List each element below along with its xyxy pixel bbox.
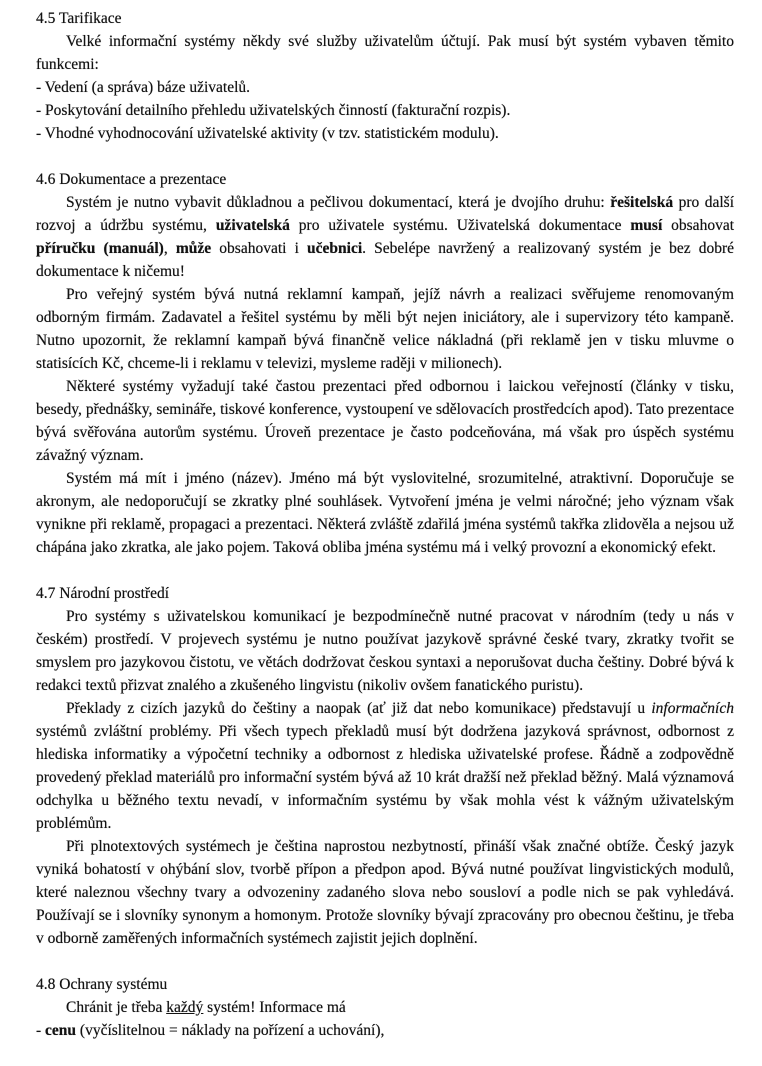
- section-heading-4-6: 4.6 Dokumentace a prezentace: [36, 171, 227, 188]
- text-run: Některé systémy vyžadují také častou prezentaci před odbornou i laickou veřejností (články v tisku, besedy, přednášky, semináře, tiskové konference, vystoupení ve sdělovacích prostředcích apod). Tato prezentace bývá svěřována autorům systému. Úroveň prezentace je často podceňována, má však pro úspěch systému závažný význam.: [36, 378, 734, 464]
- text-run: řešitelská: [610, 194, 674, 211]
- paragraph: [36, 375, 734, 467]
- text-run: Překlady z cizích jazyků do češtiny a naopak (ať již dat nebo komunikace) představují u: [66, 700, 652, 717]
- text-run: musí: [630, 217, 663, 234]
- text-run: Pro systémy s uživatelskou komunikací je bezpodmínečně nutné pracovat v národním (tedy u nás v českém) prostředí. V projevech systému je nutno používat jazykově správné české tvary, zkratky tvořit se smyslem pro jazykovou čistotu, ve větách dodržovat českou syntaxi a neporušovat ducha češtiny. Dobré bývá k redakci textů přizvat znalého a zkušeného lingvistu (nikoliv ovšem fanatického puristu).: [36, 608, 734, 694]
- text-run: Velké informační systémy někdy své služby uživatelům účtují. Pak musí být systém vybaven těmito funkcemi:: [36, 33, 734, 73]
- section-heading-4-7: 4.7 Národní prostředí: [36, 585, 170, 602]
- section-dokumentace-a-prezentace: [36, 168, 734, 559]
- text-run: ,: [163, 240, 176, 257]
- text-run: - Vhodné vyhodnocování uživatelské aktivity (v tzv. statistickém modulu).: [36, 125, 499, 142]
- text-run: Pro veřejný systém bývá nutná reklamní kampaň, jejíž návrh a realizaci svěřujeme renomovaným odborným firmám. Zadavatel a řešitel systému by měli být nejen iniciátory, ale i supervizory této kampaně. Nutno upozornit, že reklamní kampaň bývá finančně velice nákladná (při reklamě jen v tisku mluvme o statisících Kč, chceme-li i reklamu v televizi, mysleme raději v milionech).: [36, 286, 734, 372]
- paragraph: [36, 30, 734, 76]
- text-run: -: [36, 1022, 46, 1039]
- paragraph: [36, 996, 734, 1019]
- text-run: každý: [166, 999, 204, 1016]
- paragraph: [36, 605, 734, 697]
- list-item: [36, 99, 734, 122]
- paragraph: [36, 835, 734, 950]
- text-run: (vyčíslitelnou = náklady na pořízení a uchování),: [76, 1022, 385, 1039]
- text-run: Systém je nutno vybavit důkladnou a pečlivou dokumentací, která je dvojího druhu:: [66, 194, 611, 211]
- text-run: Chránit je třeba: [66, 999, 167, 1016]
- list-item: [36, 76, 734, 99]
- paragraph: [36, 697, 734, 835]
- text-run: uživatelská: [215, 217, 290, 234]
- text-run: systémů zvláštní problémy. Při všech typech překladů musí být dodržena jazyková správnost, odbornost z hlediska informatiky a výpočetní techniky a odbornost z hlediska uživatelské profese. Řádně a zodpovědně provedený překlad materiálů pro informační systém bývá až 10 krát dražší než překlad běžný. Malá významová odchylka u běžného textu nevadí, v informačním systému by však mohla vést k vážným uživatelským problémům.: [36, 723, 734, 832]
- paragraph: [36, 467, 734, 559]
- text-run: pro uživatele systému. Uživatelská dokumentace: [289, 217, 631, 234]
- text-run: obsahovati i: [211, 240, 308, 257]
- section-heading-4-5: 4.5 Tarifikace: [36, 10, 122, 27]
- paragraph: [36, 283, 734, 375]
- section-ochrany-systemu: [36, 973, 734, 1042]
- text-run: může: [175, 240, 212, 257]
- text-run: informačních: [651, 700, 734, 717]
- section-tarifikace: [36, 7, 734, 145]
- paragraph: [36, 191, 734, 283]
- text-run: učebnici: [307, 240, 363, 257]
- text-run: příručku (manuál): [36, 240, 164, 257]
- text-run: - Vedení (a správa) báze uživatelů.: [36, 79, 251, 96]
- text-run: - Poskytování detailního přehledu uživatelských činností (fakturační rozpis).: [36, 102, 511, 119]
- list-item: [36, 1019, 734, 1042]
- section-narodni-prostredi: [36, 582, 734, 950]
- text-run: obsahovat: [662, 217, 734, 234]
- text-run: Při plnotextových systémech je čeština naprostou nezbytností, přináší však značné obtíže. Český jazyk vyniká bohatostí v ohýbání slov, tvorbě přípon a předpon apod. Bývá nutné používat lingvistických modulů, které naleznou všechny tvary a odvozeniny zadaného slova nebo sousloví a podle nich se pak vyhledává. Používají se i slovníky synonym a homonym. Protože slovníky bývají zpracovány pro obecnou češtinu, je třeba v odborně zaměřených informačních systémech zajistit jejich doplnění.: [36, 838, 734, 947]
- text-run: systém! Informace má: [203, 999, 346, 1016]
- text-run: . Sebelépe navržený a realizovaný systém je bez dobré dokumentace k ničemu!: [36, 240, 735, 280]
- section-heading-4-8: 4.8 Ochrany systému: [36, 976, 168, 993]
- text-run: Systém má mít i jméno (název). Jméno má být vyslovitelné, srozumitelné, atraktivní. Doporučuje se akronym, ale nedoporučují se zkratky plné souhlásek. Vytvoření jména je velmi náročné; jeho význam však vynikne při reklamě, propagaci a prezentaci. Některá zvláště zdařilá jména systémů takřka zlidověla a nejsou už chápána jako zkratka, ale jako pojem. Taková obliba jména systému má i velký provozní a ekonomický efekt.: [36, 470, 734, 556]
- text-run: pro další rozvoj a údržbu systému,: [36, 194, 735, 234]
- list-item: [36, 122, 734, 145]
- text-run: cenu: [45, 1022, 77, 1039]
